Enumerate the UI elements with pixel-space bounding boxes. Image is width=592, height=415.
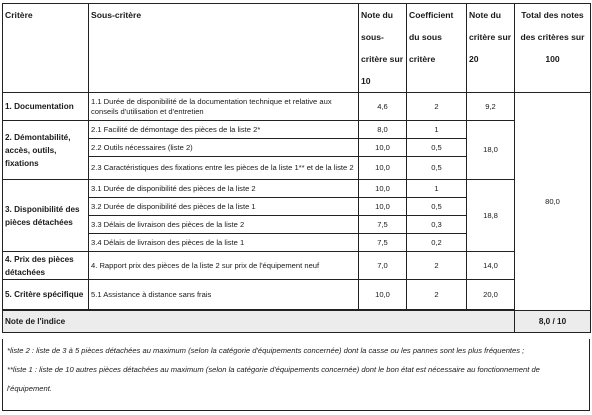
index-score-row xyxy=(3,311,591,333)
sub-criterion-label: 2.2 Outils nécessaires (liste 2) xyxy=(89,139,359,157)
sub-criterion-label: 1.1 Durée de disponibilité de la documentation technique et relative aux conseils d'utilisation et d'entretien xyxy=(89,93,359,121)
sub-criterion-coefficient: 2 xyxy=(407,252,467,280)
sub-criterion-note: 10,0 xyxy=(359,180,407,198)
sub-criterion-note: 7,5 xyxy=(359,234,407,252)
criterion-name: 3. Disponibilité des pièces détachées xyxy=(3,180,89,252)
header-note-sous-critere: Note du sous-critère sur 10 xyxy=(359,4,407,93)
table-row xyxy=(3,93,591,121)
header-total: Total des notes des critères sur 100 xyxy=(515,4,591,93)
criterion-name: 5. Critère spécifique xyxy=(3,280,89,310)
sub-criterion-note: 7,5 xyxy=(359,216,407,234)
sub-criterion-note: 8,0 xyxy=(359,121,407,139)
index-score-label: Note de l'indice xyxy=(3,311,515,333)
sub-criterion-label: 5.1 Assistance à distance sans frais xyxy=(89,280,359,310)
sub-criterion-coefficient: 1 xyxy=(407,121,467,139)
sub-criterion-label: 4. Rapport prix des pièces de la liste 2 sur prix de l'équipement neuf xyxy=(89,252,359,280)
table-row xyxy=(3,121,591,139)
criterion-name: 4. Prix des pièces détachées xyxy=(3,252,89,280)
sub-criterion-note: 7,0 xyxy=(359,252,407,280)
sub-criterion-coefficient: 2 xyxy=(407,93,467,121)
sub-criterion-coefficient: 1 xyxy=(407,180,467,198)
header-coefficient: Coefficient du sous critère xyxy=(407,4,467,93)
criterion-note: 14,0 xyxy=(467,252,515,280)
repairability-index-table xyxy=(2,3,591,333)
header-critere: Critère xyxy=(3,4,89,93)
sub-criterion-coefficient: 0,2 xyxy=(407,234,467,252)
table-row xyxy=(3,252,591,280)
footnote-liste-2: *liste 2 : liste de 3 à 5 pièces détachées au maximum (selon la catégorie d'équipements concernée) dont la casse ou les pannes sont les plus fréquentes ; xyxy=(7,346,525,355)
sub-criterion-coefficient: 2 xyxy=(407,280,467,310)
sub-criterion-note: 4,6 xyxy=(359,93,407,121)
criterion-note: 20,0 xyxy=(467,280,515,310)
sub-criterion-label: 3.2 Durée de disponibilité des pièces de la liste 1 xyxy=(89,198,359,216)
sub-criterion-label: 3.4 Délais de livraison des pièces de la liste 1 xyxy=(89,234,359,252)
footnote-liste-1: **liste 1 : liste de 10 autres pièces détachées au maximum (selon la catégorie d'équipements concernée) dont le bon état est nécessaire au fonctionnement de l'équipement. xyxy=(7,365,540,393)
sub-criterion-label: 2.1 Facilité de démontage des pièces de la liste 2* xyxy=(89,121,359,139)
sub-criterion-coefficient: 0,5 xyxy=(407,139,467,157)
sub-criterion-note: 10,0 xyxy=(359,280,407,310)
criterion-name: 2. Démontabilité, accès, outils, fixations xyxy=(3,121,89,180)
table-row xyxy=(3,280,591,310)
sub-criterion-label: 3.3 Délais de livraison des pièces de la liste 2 xyxy=(89,216,359,234)
total-value: 80,0 xyxy=(515,93,591,311)
sub-criterion-note: 10,0 xyxy=(359,139,407,157)
sub-criterion-note: 10,0 xyxy=(359,198,407,216)
header-sous-critere: Sous-critère xyxy=(89,4,359,93)
criterion-name: 1. Documentation xyxy=(3,93,89,121)
table-row xyxy=(3,180,591,198)
footnotes xyxy=(2,339,590,411)
sub-criterion-label: 2.3 Caractéristiques des fixations entre les pièces de la liste 1** et de la liste 2 xyxy=(89,157,359,180)
sub-criterion-note: 10,0 xyxy=(359,157,407,180)
sub-criterion-coefficient: 0,3 xyxy=(407,216,467,234)
criterion-note: 9,2 xyxy=(467,93,515,121)
sub-criterion-coefficient: 0,5 xyxy=(407,198,467,216)
header-note-critere: Note du critère sur 20 xyxy=(467,4,515,93)
header-row xyxy=(3,4,591,93)
sub-criterion-coefficient: 0,5 xyxy=(407,157,467,180)
sub-criterion-label: 3.1 Durée de disponibilité des pièces de la liste 2 xyxy=(89,180,359,198)
criterion-note: 18,8 xyxy=(467,180,515,252)
index-score-value: 8,0 / 10 xyxy=(515,311,591,333)
criterion-note: 18,0 xyxy=(467,121,515,180)
